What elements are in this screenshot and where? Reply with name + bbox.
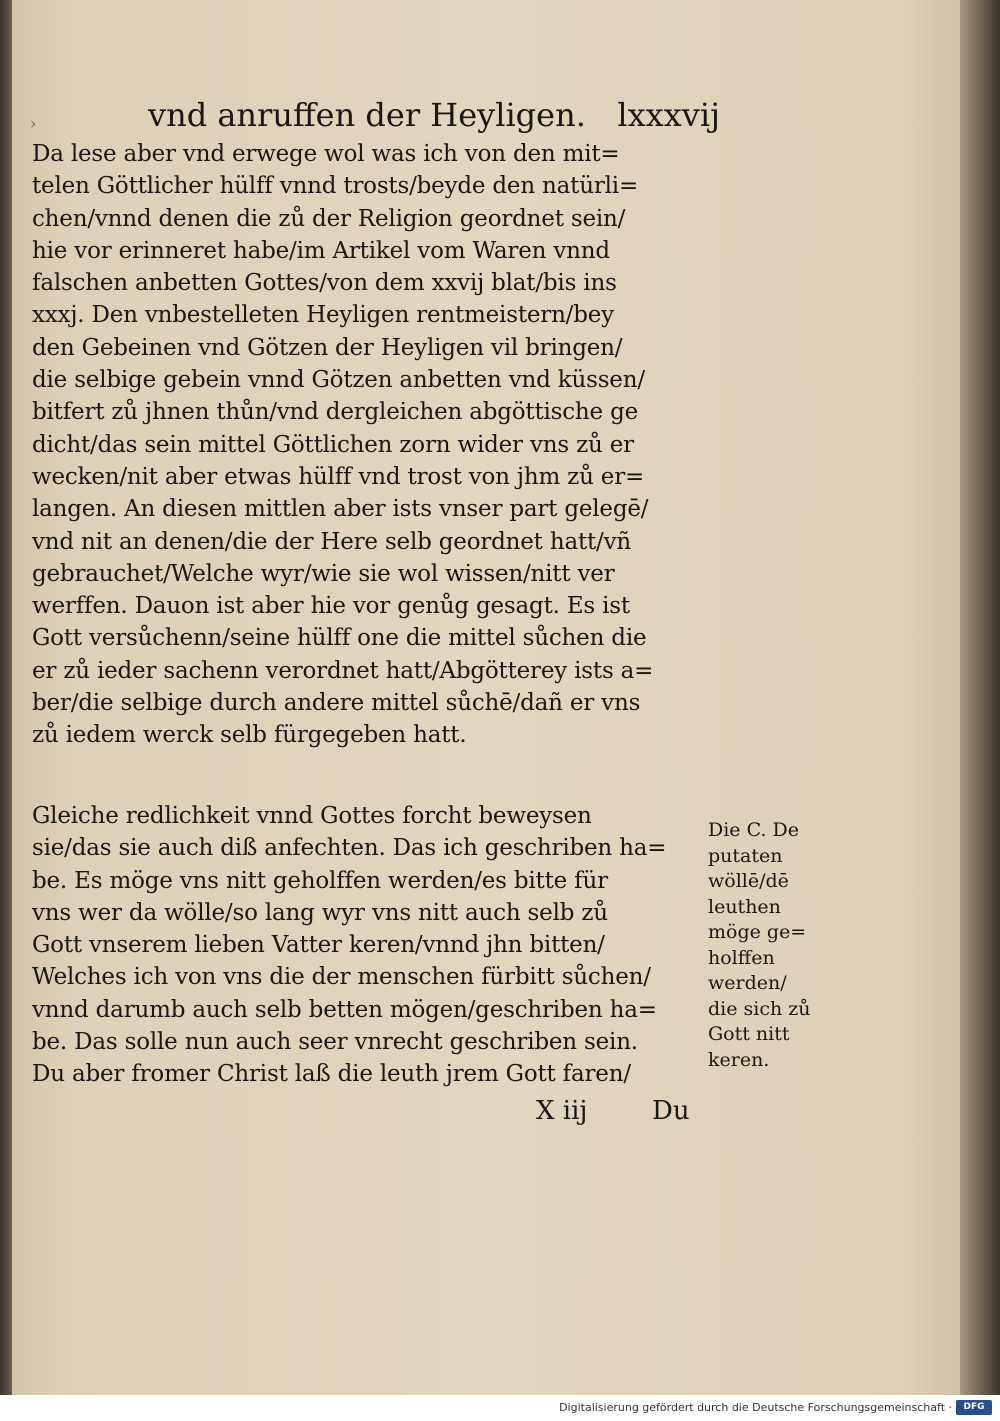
marginal-line: holffen (708, 946, 775, 969)
text-line: chen/vnnd denen die zů der Religion geordnet sein/ (32, 205, 626, 232)
catchword: Du (652, 1096, 690, 1126)
text-line: vnnd darumb auch selb betten mögen/geschriben ha= (32, 996, 657, 1023)
footer-credit: Digitalisierung gefördert durch die Deutsche Forschungsgemeinschaft · (559, 1401, 952, 1414)
text-line: die selbige gebein vnnd Götzen anbetten vnd küssen/ (32, 367, 645, 394)
text-line: Gott versůchenn/seine hülff one die mittel sůchen die (32, 625, 647, 652)
marginal-line: keren. (708, 1048, 770, 1071)
text-line: Da lese aber vnd erwege wol was ich von den mit= (32, 141, 620, 167)
text-line: wecken/nit aber etwas hülff vnd trost von jhm zů er= (32, 463, 645, 490)
text-line: be. Es möge vns nitt geholffen werden/es bitte für (32, 867, 608, 894)
text-line: Gleiche redlichkeit vnnd Gottes forcht beweysen (32, 803, 592, 829)
text-line: hie vor erinneret habe/im Artikel vom Waren vnnd (32, 237, 610, 264)
marginal-line: putaten (708, 844, 783, 867)
text-line: zů iedem werck selb fürgegeben hatt. (32, 722, 467, 749)
text-line: Welches ich von vns die der menschen fürbitt sůchen/ (32, 964, 651, 991)
signature-mark: X iij (536, 1096, 588, 1126)
text-line: be. Das solle nun auch seer vnrecht geschriben sein. (32, 1029, 638, 1056)
text-line: sie/das sie auch diß anfechten. Das ich geschriben ha= (32, 835, 667, 862)
text-line: falschen anbetten Gottes/von dem xxvij blat/bis ins (32, 270, 617, 297)
text-line: den Gebeinen vnd Götzen der Heyligen vil bringen/ (32, 334, 623, 361)
book-spine (0, 0, 12, 1395)
text-line: xxxj. Den vnbestelleten Heyligen rentmeistern/bey (32, 302, 614, 329)
text-line: langen. An diesen mittlen aber ists vnser part gelegē/ (32, 496, 649, 523)
text-line: Du aber fromer Christ laß die leuth jrem Gott faren/ (32, 1061, 631, 1088)
text-line: bitfert zů jhnen thůn/vnd dergleichen abgöttische ge (32, 399, 639, 426)
marginal-line: die sich zů (708, 997, 811, 1020)
paragraph-1 (32, 138, 712, 752)
text-line: vns wer da wölle/so lang wyr vns nitt auch selb zů (32, 899, 608, 926)
running-head: vnd anruffen der Heyligen. (148, 96, 586, 134)
text-line: gebrauchet/Welche wyr/wie sie wol wissen/nitt ver (32, 560, 615, 587)
marginal-line: leuthen (708, 895, 781, 918)
marginal-line: werden/ (708, 972, 787, 994)
text-line: werffen. Dauon ist aber hie vor genůg gesagt. Es ist (32, 593, 630, 620)
paragraph-2 (32, 800, 712, 1091)
marginal-line: Die C. De (708, 819, 800, 841)
margin-mark: › (30, 114, 37, 133)
text-line: dicht/das sein mittel Göttlichen zorn wider vns zů er (32, 431, 634, 458)
dfg-logo-icon: DFG (956, 1400, 992, 1415)
footer-bar (0, 1395, 1000, 1421)
page-edge (960, 0, 1000, 1395)
marginal-line: Gott nitt (708, 1023, 790, 1045)
text-line: vnd nit an denen/die der Here selb geordnet hatt/vñ (32, 528, 631, 555)
folio-number: lxxxvij (617, 96, 720, 134)
marginal-line: wöllē/dē (708, 870, 789, 892)
marginal-line: möge ge= (708, 921, 807, 943)
text-line: telen Göttlicher hülff vnnd trosts/beyde den natürli= (32, 173, 639, 200)
marginal-note (708, 818, 818, 1073)
text-line: ber/die selbige durch andere mittel sůchē/dañ er vns (32, 690, 641, 717)
text-line: er zů ieder sachenn verordnet hatt/Abgötterey ists a= (32, 657, 654, 684)
text-line: Gott vnserem lieben Vatter keren/vnnd jhn bitten/ (32, 932, 605, 959)
